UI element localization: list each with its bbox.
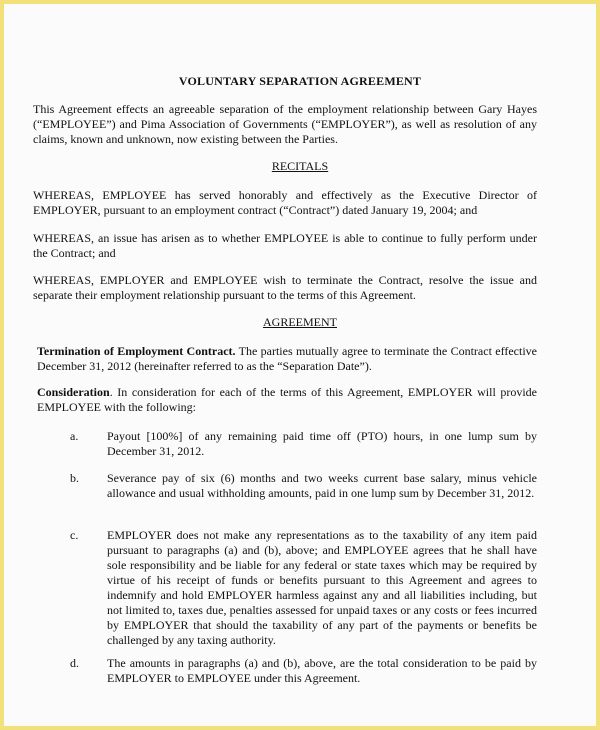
item-letter-a: a. xyxy=(70,429,79,443)
item-letter-d: d. xyxy=(70,656,79,670)
agreement-heading: AGREEMENT xyxy=(263,315,337,329)
item-text-b: Severance pay of six (6) months and two weeks current base salary, minus vehicle allowance and usual withholding amounts, paid in one lump sum by December 31, 2012. xyxy=(107,471,537,500)
consideration-label: Consideration xyxy=(37,385,110,399)
intro-paragraph: This Agreement effects an agreeable separation of the employment relationship between Gary Hayes (“EMPLOYEE”) and Pima Association of Governments (“EMPLOYER”), as well as resolution of any claims, known and unknown, now existing between the Parties. xyxy=(33,102,537,146)
item-text-d: The amounts in paragraphs (a) and (b), above, are the total consideration to be paid by EMPLOYER to EMPLOYEE under this Agreement. xyxy=(107,656,537,685)
item-text-a: Payout [100%] of any remaining paid time off (PTO) hours, in one lump sum by December 31, 2012. xyxy=(107,429,537,458)
recitals-heading: RECITALS xyxy=(271,159,329,173)
termination-text: The parties mutually agree to terminate the Contract effective December 31, 2012 (hereinafter referred to as the “Separation Date”). xyxy=(37,344,537,373)
item-letter-c: c. xyxy=(70,528,79,542)
recital-paragraph-1: WHEREAS, EMPLOYEE has served honorably and effectively as the Executive Director of EMPLOYER, pursuant to an employment contract (“Contract”) dated January 19, 2004; and xyxy=(33,188,537,217)
termination-label: Termination of Employment Contract. xyxy=(37,344,236,358)
document-title: VOLUNTARY SEPARATION AGREEMENT xyxy=(178,74,422,88)
item-letter-b: b. xyxy=(70,471,79,485)
recital-paragraph-2: WHEREAS, an issue has arisen as to whether EMPLOYEE is able to continue to fully perform under the Contract; and xyxy=(33,231,537,260)
consideration-text: . In consideration for each of the terms of this Agreement, EMPLOYER will provide EMPLOYEE with the following: xyxy=(37,385,537,414)
item-text-c: EMPLOYER does not make any representations as to the taxability of any item paid pursuant to paragraphs (a) and (b), above; and EMPLOYEE agrees that he shall have sole responsibility and be liable for any federal or state taxes which may be required by virtue of his receipt of funds or benefits pursuant to this Agreement and agrees to indemnify and hold EMPLOYER harmless against any and all liabilities including, but not limited to, taxes due, penalties assessed for unpaid taxes or any costs or fees incurred by EMPLOYER that should the taxability of any part of the payments or benefits be challenged by any taxing authority. xyxy=(107,528,537,647)
termination-paragraph xyxy=(37,344,537,374)
recital-paragraph-3: WHEREAS, EMPLOYER and EMPLOYEE wish to terminate the Contract, resolve the issue and separate their employment relationship pursuant to the terms of this Agreement. xyxy=(33,273,537,302)
document-page xyxy=(4,4,596,726)
consideration-paragraph xyxy=(37,385,537,415)
